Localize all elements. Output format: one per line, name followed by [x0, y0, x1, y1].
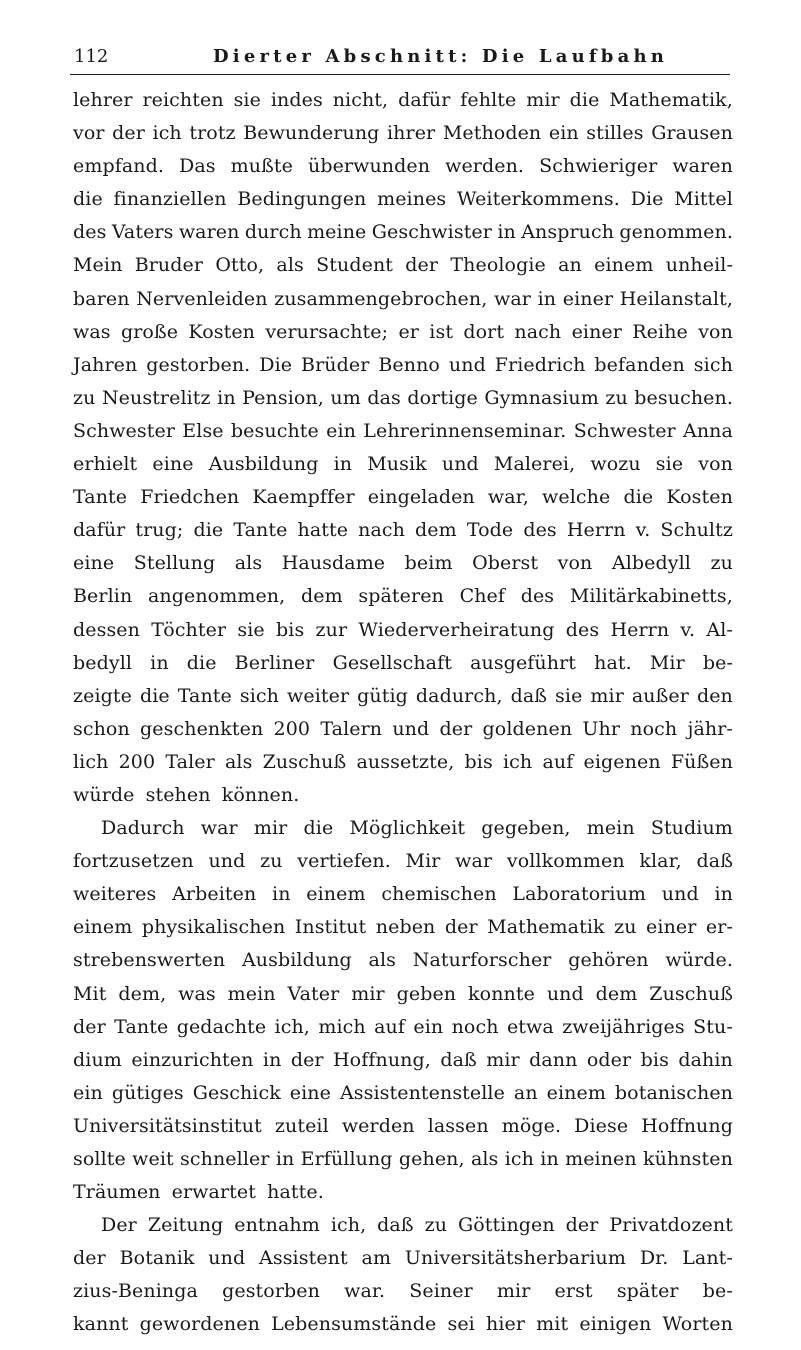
text-line: die finanziellen Bedingungen meines Weiterkommens. Die Mittel — [73, 188, 733, 211]
text-line: Jahren gestorben. Die Brüder Benno und Friedrich befanden sich — [73, 353, 733, 376]
text-line: Tante Friedchen Kaempffer eingeladen war, welche die Kosten — [73, 486, 733, 509]
text-line: erhielt eine Ausbildung in Musik und Malerei, wozu sie von — [73, 453, 733, 476]
text-line: kannt gewordenen Lebensumstände sei hier mit einigen Worten — [73, 1313, 733, 1336]
text-line: lich 200 Taler als Zuschuß aussetzte, bis ich auf eigenen Füßen — [73, 750, 733, 773]
text-line: Universitätsinstitut zuteil werden lassen möge. Diese Hoffnung — [73, 1114, 733, 1137]
text-line: eine Stellung als Hausdame beim Oberst von Albedyll zu — [73, 552, 733, 575]
text-line: der Botanik und Assistent am Universitätsherbarium Dr. Lant- — [73, 1247, 733, 1270]
text-line: zu Neustrelitz in Pension, um das dortige Gymnasium zu besuchen. — [73, 386, 733, 409]
text-line: lehrer reichten sie indes nicht, dafür fehlte mir die Mathematik, — [73, 89, 733, 111]
running-head — [70, 40, 730, 75]
text-line: würde stehen können. — [73, 783, 300, 806]
text-line: zeigte die Tante sich weiter gütig dadurch, daß sie mir außer den — [73, 684, 733, 707]
text-line: Mit dem, was mein Vater mir geben konnte und dem Zuschuß — [73, 982, 733, 1005]
text-line: sollte weit schneller in Erfüllung gehen, als ich in meinen kühnsten — [73, 1148, 733, 1170]
text-line: Mein Bruder Otto, als Student der Theologie an einem unheil- — [73, 254, 733, 277]
text-line: baren Nervenleiden zusammengebrochen, war in einer Heilanstalt, — [73, 287, 733, 310]
text-line: der Tante gedachte ich, mich auf ein noch etwa zweijähriges Stu- — [73, 1015, 733, 1038]
text-line: ein gütiges Geschick eine Assistentenstelle an einem botanischen — [73, 1081, 733, 1104]
text-line: schon geschenkten 200 Talern und der goldenen Uhr noch jähr- — [73, 717, 733, 740]
text-line: empfand. Das mußte überwunden werden. Schwieriger waren — [73, 155, 733, 178]
text-line: dium einzurichten in der Hoffnung, daß mir dann oder bis dahin — [73, 1048, 733, 1071]
section-title: Dierter Abschnitt: Die Laufbahn — [213, 46, 669, 67]
text-line: dafür trug; die Tante hatte nach dem Tode des Herrn v. Schultz — [73, 519, 733, 542]
page-number: 112 — [74, 46, 109, 67]
text-line: Berlin angenommen, dem späteren Chef des Militärkabinetts, — [73, 585, 733, 608]
text-line: dessen Töchter sie bis zur Wiederverheiratung des Herrn v. Al- — [73, 618, 733, 641]
text-line: Schwester Else besuchte ein Lehrerinnenseminar. Schwester Anna — [73, 419, 733, 442]
text-line: bedyll in die Berliner Gesellschaft ausgeführt hat. Mir be- — [73, 651, 733, 674]
text-line: Träumen erwartet hatte. — [73, 1181, 324, 1204]
text-line: zius-Beninga gestorben war. Seiner mir erst später be- — [73, 1280, 733, 1303]
text-line: was große Kosten verursachte; er ist dort nach einer Reihe von — [73, 320, 733, 343]
body-text — [73, 84, 733, 1342]
text-line: strebenswerten Ausbildung als Naturforscher gehören würde. — [73, 949, 733, 972]
text-line: vor der ich trotz Bewunderung ihrer Methoden ein stilles Grausen — [73, 122, 733, 145]
text-line: fortzusetzen und zu vertiefen. Mir war vollkommen klar, daß — [73, 850, 733, 873]
text-line: des Vaters waren durch meine Geschwister in Anspruch genommen. — [73, 221, 733, 244]
text-line: Der Zeitung entnahm ich, daß zu Göttingen der Privatdozent — [101, 1214, 733, 1237]
text-line: weiteres Arbeiten in einem chemischen Laboratorium und in — [73, 883, 733, 906]
text-line: Dadurch war mir die Möglichkeit gegeben, mein Studium — [101, 817, 733, 840]
text-line: einem physikalischen Institut neben der Mathematik zu einer er- — [73, 916, 733, 939]
